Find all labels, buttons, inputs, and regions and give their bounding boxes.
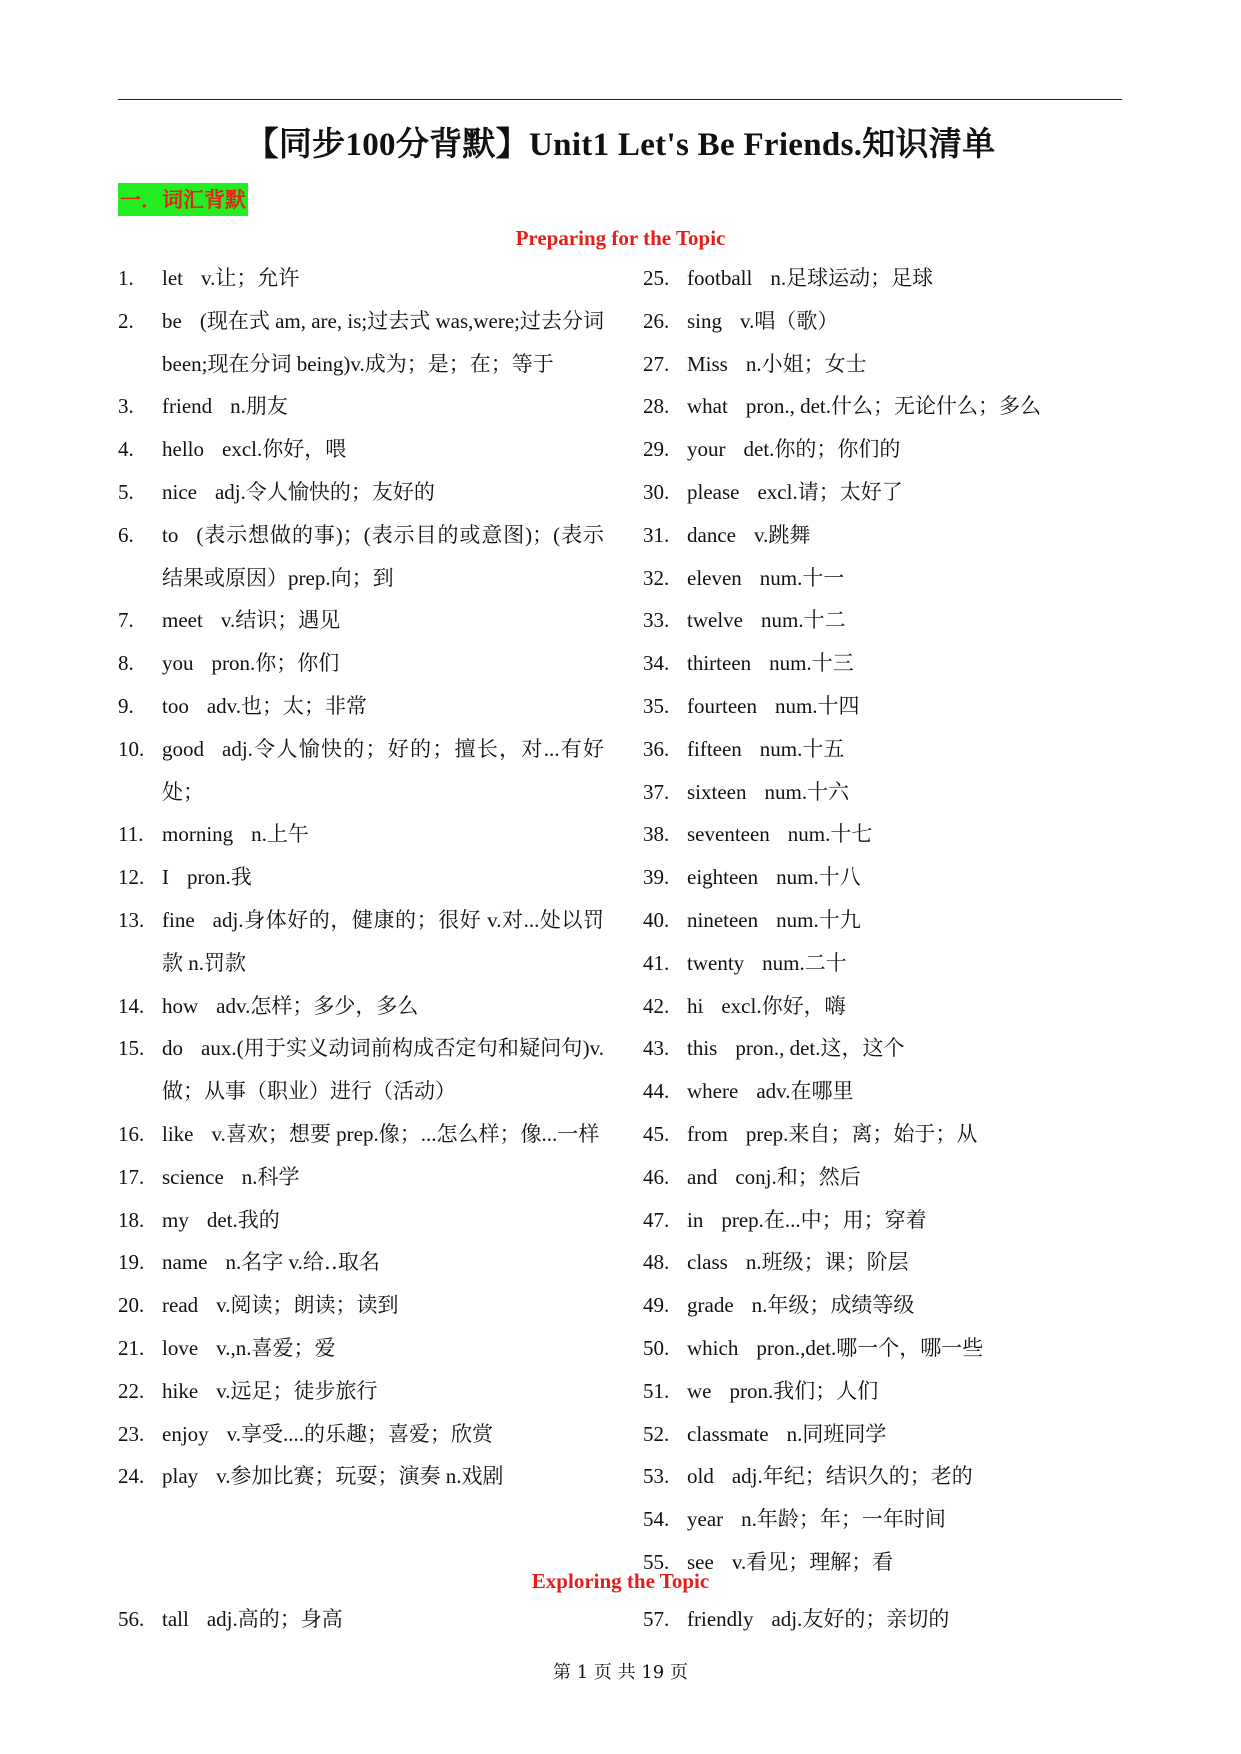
- item-word: I: [162, 865, 169, 890]
- vocab-item: [643, 1413, 1123, 1456]
- item-definition: n.同班同学: [786, 1421, 887, 1446]
- item-content: [162, 1027, 604, 1113]
- item-content: [687, 300, 1123, 343]
- vocab-item: [643, 557, 1123, 600]
- vocab-item: [643, 599, 1123, 642]
- item-number: 47.: [643, 1207, 670, 1232]
- item-definition: adv.也；太；非常: [206, 693, 368, 718]
- header-rule: [118, 99, 1122, 100]
- vocab-item: [643, 728, 1123, 771]
- vocab-item: [118, 1413, 604, 1456]
- item-word: friendly: [687, 1607, 754, 1631]
- item-word: where: [687, 1079, 739, 1104]
- item-word: hike: [162, 1378, 199, 1403]
- vocab-item: [118, 642, 604, 685]
- item-number: 50.: [643, 1335, 670, 1360]
- item-word: this: [687, 1036, 718, 1061]
- item-word: science: [162, 1164, 224, 1189]
- item-definition: excl.你好，喂: [222, 437, 347, 462]
- item-word: your: [687, 437, 726, 462]
- item-definition: v.看见；理解；看: [731, 1549, 894, 1574]
- vocab-item: [118, 1027, 604, 1113]
- item-word: Miss: [687, 351, 728, 376]
- item-definition: pron.你；你们: [211, 651, 340, 676]
- vocab-item: [118, 300, 604, 386]
- item-content: [687, 428, 1123, 471]
- item-content: [687, 942, 1123, 985]
- vocab-item: [118, 1199, 604, 1242]
- vocab-item: [643, 1156, 1123, 1199]
- item-number: 37.: [643, 779, 670, 804]
- item-content: [687, 1027, 1123, 1070]
- vocab-item: [643, 1498, 1123, 1541]
- item-definition: num.二十: [762, 950, 847, 975]
- item-number: 36.: [643, 736, 670, 761]
- item-word: hi: [687, 993, 704, 1018]
- item-word: eleven: [687, 565, 742, 590]
- item-definition: v.让；允许: [201, 266, 300, 290]
- topic-heading-exploring: Exploring the Topic: [531, 1569, 710, 1593]
- item-number: 26.: [643, 308, 670, 333]
- item-definition: num.十四: [774, 693, 860, 718]
- item-word: how: [162, 993, 199, 1018]
- vocab-item: [643, 1284, 1123, 1327]
- vocab-item: [643, 428, 1123, 471]
- vocab-item: [643, 771, 1123, 814]
- item-definition: num.十二: [760, 608, 846, 633]
- item-number: 29.: [643, 437, 670, 462]
- item-word: see: [687, 1549, 714, 1574]
- item-definition: excl.你好，嗨: [721, 993, 846, 1018]
- item-number: 40.: [643, 907, 670, 932]
- item-definition: v.结识；遇见: [220, 608, 341, 633]
- item-content: [687, 899, 1123, 942]
- item-number: 3.: [118, 394, 134, 419]
- vocab-item: [643, 1199, 1123, 1242]
- vocab-item: [643, 942, 1123, 985]
- item-definition: adj.高的；身高: [206, 1607, 343, 1631]
- topic-heading-preparing: Preparing for the Topic: [515, 226, 726, 250]
- item-number: 10.: [118, 736, 145, 761]
- item-number: 46.: [643, 1164, 670, 1189]
- item-content: [687, 771, 1123, 814]
- item-definition: pron., det.这，这个: [735, 1036, 905, 1061]
- vocab-item: [118, 514, 604, 600]
- item-number: 54.: [643, 1507, 670, 1532]
- item-content: [687, 642, 1123, 685]
- item-word: play: [162, 1464, 199, 1489]
- item-number: 52.: [643, 1421, 670, 1446]
- item-definition: pron.我们；人们: [729, 1378, 879, 1403]
- item-definition: pron.,det.哪一个，哪一些: [756, 1335, 984, 1360]
- vocab-item: [643, 856, 1123, 899]
- item-word: too: [162, 693, 189, 718]
- item-number: 27.: [643, 351, 670, 376]
- item-number: 16.: [118, 1121, 145, 1146]
- item-content: [162, 685, 604, 728]
- item-word: in: [687, 1207, 704, 1232]
- item-content: [687, 1327, 1123, 1370]
- vocab-item: [118, 1241, 604, 1284]
- item-word: read: [162, 1293, 199, 1318]
- item-definition: pron.我: [187, 865, 252, 890]
- item-number: 12.: [118, 865, 145, 890]
- item-content: [162, 985, 604, 1028]
- vocab-item: [643, 1455, 1123, 1498]
- vocab-column-left-exploring: [118, 1598, 604, 1641]
- item-content: [162, 428, 604, 471]
- item-definition: det.你的；你们的: [743, 437, 901, 462]
- vocab-item: [118, 428, 604, 471]
- item-number: 49.: [643, 1293, 670, 1318]
- item-definition: v.参加比赛；玩耍；演奏 n.戏剧: [216, 1464, 504, 1489]
- item-definition: v.远足；徒步旅行: [216, 1378, 378, 1403]
- item-word: my: [162, 1207, 189, 1232]
- item-definition: adj.身体好的，健康的；很好 v.对...处以罚款 n.罚款: [162, 907, 604, 975]
- item-word: nice: [162, 479, 197, 504]
- item-definition: num.十五: [759, 736, 845, 761]
- item-content: [687, 385, 1123, 428]
- item-word: what: [687, 394, 728, 419]
- item-number: 21.: [118, 1335, 145, 1360]
- item-word: which: [687, 1335, 739, 1360]
- item-definition: n.年龄；年；一年时间: [741, 1507, 946, 1532]
- item-definition: n.年级；成绩等级: [751, 1293, 915, 1318]
- item-number: 2.: [118, 308, 134, 333]
- item-word: football: [687, 266, 753, 290]
- item-number: 57.: [643, 1607, 670, 1631]
- item-number: 34.: [643, 651, 670, 676]
- vocab-item: [118, 1455, 604, 1498]
- item-word: grade: [687, 1293, 734, 1318]
- item-word: twelve: [687, 608, 743, 633]
- item-definition: adv.在哪里: [756, 1079, 854, 1104]
- item-content: [687, 1370, 1123, 1413]
- item-number: 56.: [118, 1607, 145, 1631]
- item-definition: n.班级；课；阶层: [745, 1250, 909, 1275]
- item-definition: num.十八: [776, 865, 861, 890]
- item-definition: n.足球运动；足球: [770, 266, 934, 290]
- item-word: you: [162, 651, 194, 676]
- item-number: 25.: [643, 266, 670, 290]
- item-number: 45.: [643, 1121, 670, 1146]
- vocab-item: [118, 985, 604, 1028]
- item-number: 38.: [643, 822, 670, 847]
- item-definition: adj.令人愉快的；好的；擅长，对...有好处；: [162, 736, 604, 804]
- item-content: [687, 985, 1123, 1028]
- item-word: twenty: [687, 950, 745, 975]
- vocab-item: [643, 899, 1123, 942]
- item-number: 15.: [118, 1036, 145, 1061]
- item-content: [687, 1598, 1123, 1641]
- item-word: year: [687, 1507, 724, 1532]
- vocab-item: [643, 343, 1123, 386]
- item-definition: v.唱（歌）: [740, 308, 839, 333]
- item-word: tall: [162, 1607, 189, 1631]
- vocab-item: [643, 685, 1123, 728]
- item-word: friend: [162, 394, 213, 419]
- item-definition: v.跳舞: [753, 522, 811, 547]
- item-content: [687, 1070, 1123, 1113]
- item-content: [687, 1413, 1123, 1456]
- item-content: [162, 257, 604, 300]
- item-word: meet: [162, 608, 203, 633]
- item-definition: excl.请；太好了: [757, 479, 903, 504]
- item-content: [162, 1370, 604, 1413]
- item-number: 1.: [118, 266, 134, 290]
- item-definition: n.朋友: [230, 394, 288, 419]
- item-definition: v.,n.喜爱；爱: [216, 1335, 336, 1360]
- item-word: sixteen: [687, 779, 747, 804]
- item-content: [162, 471, 604, 514]
- vocab-item: [118, 257, 604, 300]
- item-definition: adv.怎样；多少，多么: [216, 993, 419, 1018]
- vocab-item: [643, 985, 1123, 1028]
- item-content: [687, 856, 1123, 899]
- item-word: eighteen: [687, 865, 759, 890]
- vocab-item: [643, 1241, 1123, 1284]
- item-content: [687, 257, 1123, 300]
- item-word: morning: [162, 822, 234, 847]
- item-number: 43.: [643, 1036, 670, 1061]
- item-number: 55.: [643, 1549, 670, 1574]
- item-content: [687, 1455, 1123, 1498]
- vocab-item: [118, 1284, 604, 1327]
- vocab-item: [643, 1070, 1123, 1113]
- item-number: 31.: [643, 522, 670, 547]
- vocab-item: [118, 856, 604, 899]
- item-number: 41.: [643, 950, 670, 975]
- item-word: sing: [687, 308, 723, 333]
- item-content: [162, 1413, 604, 1456]
- item-content: [162, 1241, 604, 1284]
- item-content: [162, 1284, 604, 1327]
- item-content: [687, 1199, 1123, 1242]
- vocab-column-right-exploring: [643, 1598, 1123, 1641]
- vocab-column-right: [643, 257, 1123, 1584]
- item-definition: num.十一: [759, 565, 845, 590]
- item-number: 48.: [643, 1250, 670, 1275]
- page-footer: 第 1 页 共 19 页: [553, 1662, 688, 1683]
- vocab-item: [118, 1113, 604, 1156]
- vocab-item: [118, 1156, 604, 1199]
- item-content: [687, 1156, 1123, 1199]
- item-number: 51.: [643, 1378, 670, 1403]
- item-content: [162, 514, 604, 600]
- item-content: [162, 1455, 604, 1498]
- item-word: fine: [162, 907, 195, 932]
- item-word: old: [687, 1464, 714, 1489]
- item-content: [162, 1113, 604, 1156]
- item-number: 53.: [643, 1464, 670, 1489]
- item-definition: v.喜欢；想要 prep.像；...怎么样；像...一样: [211, 1121, 600, 1146]
- item-content: [162, 1156, 604, 1199]
- item-word: let: [162, 266, 183, 290]
- item-definition: conj.和；然后: [735, 1164, 861, 1189]
- item-word: and: [687, 1164, 718, 1189]
- item-number: 19.: [118, 1250, 145, 1275]
- vocab-item: [643, 300, 1123, 343]
- item-word: from: [687, 1121, 728, 1146]
- vocab-item: [118, 813, 604, 856]
- item-definition: n.小姐；女士: [745, 351, 867, 376]
- item-content: [687, 343, 1123, 386]
- item-word: nineteen: [687, 907, 759, 932]
- item-content: [687, 514, 1123, 557]
- item-number: 23.: [118, 1421, 145, 1446]
- vocab-column-left: [118, 257, 604, 1498]
- item-number: 14.: [118, 993, 145, 1018]
- item-number: 18.: [118, 1207, 145, 1232]
- item-number: 7.: [118, 608, 134, 633]
- item-word: fourteen: [687, 693, 757, 718]
- item-content: [687, 599, 1123, 642]
- item-content: [687, 1241, 1123, 1284]
- item-word: please: [687, 479, 740, 504]
- item-content: [162, 300, 604, 386]
- item-word: love: [162, 1335, 199, 1360]
- item-word: fifteen: [687, 736, 742, 761]
- item-number: 33.: [643, 608, 670, 633]
- vocab-item: [643, 385, 1123, 428]
- item-content: [687, 557, 1123, 600]
- item-word: dance: [687, 522, 736, 547]
- vocab-item: [643, 1113, 1123, 1156]
- item-content: [162, 385, 604, 428]
- item-definition: (现在式 am, are, is;过去式 was,were;过去分词 been;现在分词 being)v.成为；是；在；等于: [162, 308, 604, 376]
- vocab-item: [643, 642, 1123, 685]
- item-content: [162, 1598, 604, 1641]
- vocab-item: [643, 1598, 1123, 1641]
- item-definition: n.名字 v.给‥取名: [225, 1250, 380, 1275]
- item-number: 5.: [118, 479, 134, 504]
- item-definition: adj.友好的；亲切的: [771, 1607, 950, 1631]
- item-content: [687, 471, 1123, 514]
- item-definition: v.享受....的乐趣；喜爱；欣赏: [226, 1421, 494, 1446]
- item-content: [162, 642, 604, 685]
- item-content: [687, 1498, 1123, 1541]
- item-definition: num.十九: [776, 907, 861, 932]
- item-definition: prep.来自；离；始于；从: [745, 1121, 978, 1146]
- item-number: 32.: [643, 565, 670, 590]
- item-word: good: [162, 736, 204, 761]
- item-definition: pron., det.什么；无论什么；多么: [745, 394, 1041, 419]
- vocab-item: [643, 1370, 1123, 1413]
- item-word: we: [687, 1378, 712, 1403]
- item-content: [162, 1327, 604, 1370]
- vocab-item: [643, 813, 1123, 856]
- item-content: [162, 599, 604, 642]
- item-content: [687, 1113, 1123, 1156]
- vocab-item: [118, 385, 604, 428]
- vocab-item: [118, 728, 604, 814]
- item-number: 22.: [118, 1378, 145, 1403]
- item-content: [162, 813, 604, 856]
- item-number: 39.: [643, 865, 670, 890]
- item-number: 20.: [118, 1293, 145, 1318]
- item-number: 17.: [118, 1164, 145, 1189]
- item-definition: num.十六: [764, 779, 850, 804]
- item-definition: n.上午: [251, 822, 309, 847]
- vocab-item: [643, 1327, 1123, 1370]
- item-definition: aux.(用于实义动词前构成否定句和疑问句)v.做；从事（职业）进行（活动）: [162, 1036, 604, 1104]
- item-content: [162, 1199, 604, 1242]
- item-number: 42.: [643, 993, 670, 1018]
- item-word: thirteen: [687, 651, 752, 676]
- item-number: 4.: [118, 437, 134, 462]
- item-definition: adj.年纪；结识久的；老的: [731, 1464, 973, 1489]
- item-content: [687, 813, 1123, 856]
- item-word: name: [162, 1250, 208, 1275]
- item-number: 28.: [643, 394, 670, 419]
- item-definition: n.科学: [241, 1164, 300, 1189]
- section-heading: 一．词汇背默: [118, 183, 248, 216]
- item-word: classmate: [687, 1421, 769, 1446]
- vocab-item: [643, 1027, 1123, 1070]
- item-content: [162, 899, 604, 985]
- item-word: like: [162, 1121, 194, 1146]
- item-number: 8.: [118, 651, 134, 676]
- item-content: [687, 728, 1123, 771]
- item-number: 6.: [118, 522, 134, 547]
- vocab-item: [643, 471, 1123, 514]
- item-definition: det.我的: [206, 1207, 280, 1232]
- vocab-item: [118, 471, 604, 514]
- item-number: 13.: [118, 907, 145, 932]
- item-definition: (表示想做的事)；(表示目的或意图)；(表示结果或原因）prep.向；到: [162, 522, 604, 590]
- page-title: 【同步100分背默】Unit1 Let's Be Friends.知识清单: [245, 127, 996, 163]
- vocab-item: [118, 899, 604, 985]
- item-word: seventeen: [687, 822, 770, 847]
- vocab-item: [118, 1370, 604, 1413]
- item-definition: adj.令人愉快的；友好的: [214, 479, 435, 504]
- item-content: [687, 1284, 1123, 1327]
- item-word: do: [162, 1036, 183, 1061]
- item-word: enjoy: [162, 1421, 209, 1446]
- item-number: 9.: [118, 693, 134, 718]
- item-number: 35.: [643, 693, 670, 718]
- item-definition: v.阅读；朗读；读到: [216, 1293, 399, 1318]
- item-number: 11.: [118, 822, 144, 847]
- item-word: hello: [162, 437, 204, 462]
- item-content: [162, 728, 604, 814]
- vocab-item: [643, 257, 1123, 300]
- item-definition: num.十三: [769, 651, 854, 676]
- item-word: class: [687, 1250, 728, 1275]
- item-definition: num.十七: [787, 822, 873, 847]
- vocab-item: [118, 685, 604, 728]
- vocab-item: [118, 1327, 604, 1370]
- vocab-item: [118, 1598, 604, 1641]
- vocab-item: [118, 599, 604, 642]
- item-number: 30.: [643, 479, 670, 504]
- item-definition: prep.在...中；用；穿着: [721, 1207, 927, 1232]
- item-word: to: [162, 522, 179, 547]
- item-number: 44.: [643, 1079, 670, 1104]
- item-content: [162, 856, 604, 899]
- vocab-item: [643, 514, 1123, 557]
- item-number: 24.: [118, 1464, 145, 1489]
- item-word: be: [162, 308, 182, 333]
- item-content: [687, 685, 1123, 728]
